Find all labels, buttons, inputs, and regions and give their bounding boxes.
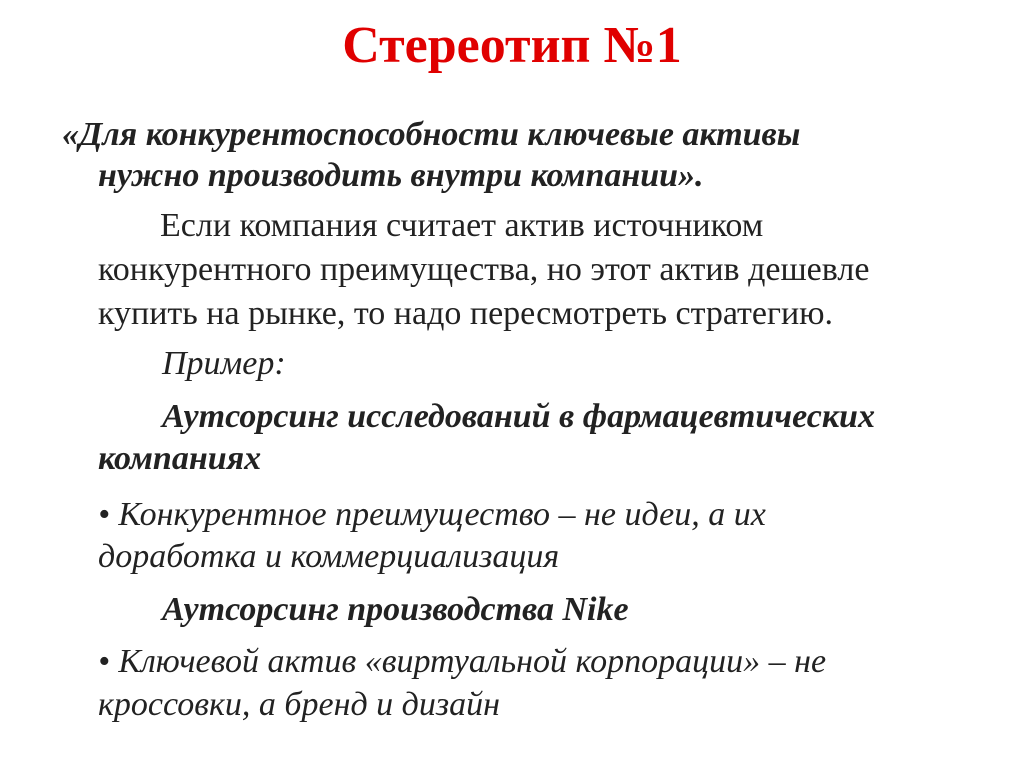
quote-line-1: «Для конкурентоспособности ключевые активы — [62, 116, 801, 153]
slide-title: Стереотип №1 — [342, 17, 682, 74]
example1-line-2: компаниях — [98, 440, 262, 477]
example2: Аутсорсинг производства Nike — [162, 591, 629, 628]
paragraph-line-1: Если компания считает актив источником — [160, 207, 764, 244]
paragraph-line-3: купить на рынке, то надо пересмотреть стратегию. — [98, 295, 834, 332]
bullet1-line-2: доработка и коммерциализация — [98, 538, 560, 575]
bullet2-line-1: • Ключевой актив «виртуальной корпорации» – не — [98, 643, 827, 680]
bullet1-line-1: • Конкурентное преимущество – не идеи, а их — [98, 496, 766, 533]
example-label: Пример: — [162, 345, 286, 382]
example1-line-1: Аутсорсинг исследований в фармацевтических — [162, 398, 875, 435]
paragraph-line-2: конкурентного преимущества, но этот актив дешевле — [98, 251, 870, 288]
bullet2-line-2: кроссовки, а бренд и дизайн — [98, 686, 500, 723]
quote-line-2: нужно производить внутри компании». — [98, 157, 704, 194]
